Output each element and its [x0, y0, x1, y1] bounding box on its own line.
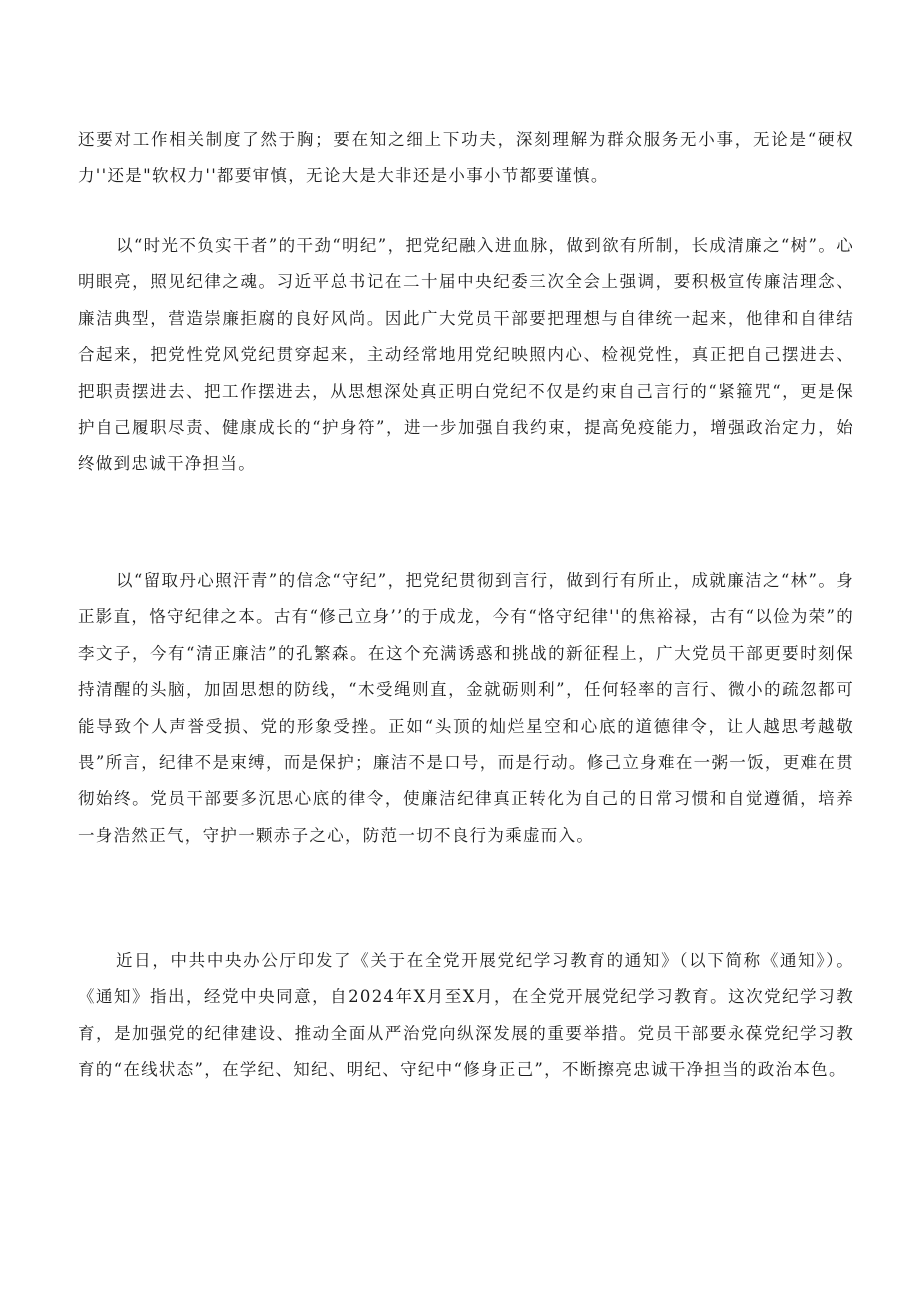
paragraph-shou-ji: 以“留取丹心照汗青”的信念“守纪”，把党纪贯彻到言行，做到行有所止，成就廉洁之“林”。身正影直，恪守纪律之本。古有“修己立身’’的于成龙，今有“恪守纪律''的焦裕禄，古有“以俭为荣”的李文子，今有“清正廉洁”的孔繁森。在这个充满诱惑和挑战的新征程上，广大党员干部更要时刻保持清醒的头脑，加固思想的防线，“木受绳则直，金就砺则利”，任何轻率的言行、微小的疏忽都可能导致个人声誉受损、党的形象受挫。正如“头顶的灿烂星空和心底的道德律令，让人越思考越敬畏”所言，纪律不是束缚，而是保护；廉洁不是口号，而是行动。修己立身难在一粥一饭，更难在贯彻始终。党员干部要多沉思心底的律令，使廉洁纪律真正转化为自己的日常习惯和自觉遵循，培养一身浩然正气，守护一颗赤子之心，防范一切不良行为乘虚而入。 [78, 571, 854, 845]
paragraph-continued: 还要对工作相关制度了然于胸；要在知之细上下功夫，深刻理解为群众服务无小事，无论是“硬权力''还是"软权力''都要审慎，无论大是大非还是小事小节都要谨慎。 [78, 130, 854, 186]
paragraph-notice: 近日，中共中央办公厅印发了《关于在全党开展党纪学习教育的通知》（以下简称《通知》）。《通知》指出，经党中央同意，自2024年X月至X月，在全党开展党纪学习教育。这次党纪学习教育，是加强党的纪律建设、推动全面从严治党向纵深发展的重要举措。党员干部要永葆党纪学习教育的“在线状态”，在学纪、知纪、明纪、守纪中“修身正己”，不断擦亮忠诚干净担当的政治本色。 [78, 951, 854, 1080]
paragraph-ming-ji: 以“时光不负实干者”的干劲“明纪”，把党纪融入进血脉，做到欲有所制，长成清廉之“树”。心明眼亮，照见纪律之魂。习近平总书记在二十届中央纪委三次全会上强调，要积极宣传廉洁理念、廉洁典型，营造崇廉拒腐的良好风尚。因此广大党员干部要把理想与自律统一起来，他律和自律结合起来，把党性党风党纪贯穿起来，主动经常地用党纪映照内心、检视党性，真正把自己摆进去、把职责摆进去、把工作摆进去，从思想深处真正明白党纪不仅是约束自己言行的“紧箍咒“，更是保护自己履职尽责、健康成长的“护身符”，进一步加强自我约束，提高免疫能力，增强政治定力，始终做到忠诚干净担当。 [78, 236, 854, 474]
